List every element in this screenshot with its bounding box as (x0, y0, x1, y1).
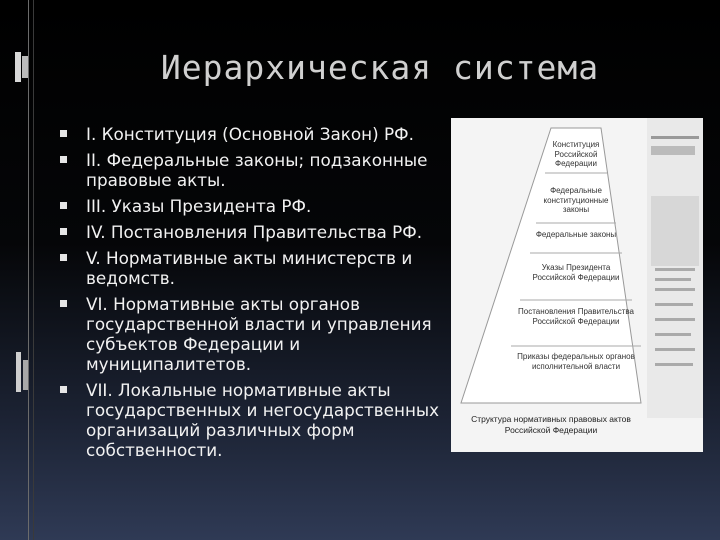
pyramid-figure (451, 118, 703, 452)
square-bullet-icon (60, 130, 67, 137)
list-item-text: VII. Локальные нормативные акты государственных и негосударственных организаций различных форм собственности. (86, 380, 440, 460)
list-item-text: V. Нормативные акты министерств и ведомств. (86, 248, 413, 288)
square-bullet-icon (60, 386, 67, 393)
list-item (56, 380, 451, 460)
square-bullet-icon (60, 228, 67, 235)
left-frame-line-inner (33, 0, 34, 540)
pyramid-level-4: Указы Президента Российской Федерации (532, 263, 620, 282)
list-item (56, 248, 451, 288)
pyramid-level-6: Приказы федеральных органов исполнительной власти (517, 352, 635, 371)
decor-bar-3 (16, 352, 21, 392)
pyramid-level-5: Постановления Правительства Российской Федерации (518, 307, 634, 326)
figure-caption: Структура нормативных правовых актов Российской Федерации (471, 414, 631, 435)
list-item (56, 150, 451, 190)
pyramid-level-2: Федеральные конституционные законы (543, 186, 609, 214)
pyramid-level-3: Федеральные законы (535, 230, 617, 239)
decor-bar-1 (15, 52, 21, 82)
list-item-text: III. Указы Президента РФ. (86, 196, 312, 216)
list-item (56, 124, 451, 144)
square-bullet-icon (60, 202, 67, 209)
left-frame-line (28, 0, 29, 540)
slide-title: Иерархическая система (160, 48, 600, 87)
list-item-text: IV. Постановления Правительства РФ. (86, 222, 423, 242)
decor-bar-4 (23, 360, 28, 390)
square-bullet-icon (60, 300, 67, 307)
list-item-text: II. Федеральные законы; подзаконные правовые акты. (86, 150, 428, 190)
list-item (56, 222, 451, 242)
square-bullet-icon (60, 156, 67, 163)
list-item (56, 294, 451, 374)
hierarchy-list (56, 124, 451, 466)
list-item-text: I. Конституция (Основной Закон) РФ. (86, 124, 414, 144)
list-item (56, 196, 451, 216)
square-bullet-icon (60, 254, 67, 261)
list-item-text: VI. Нормативные акты органов государственной власти и управления субъектов Федерации и муниципалитетов. (86, 294, 432, 374)
pyramid-level-1: Конституция Российской Федерации (552, 140, 600, 168)
decor-bar-2 (22, 56, 28, 78)
